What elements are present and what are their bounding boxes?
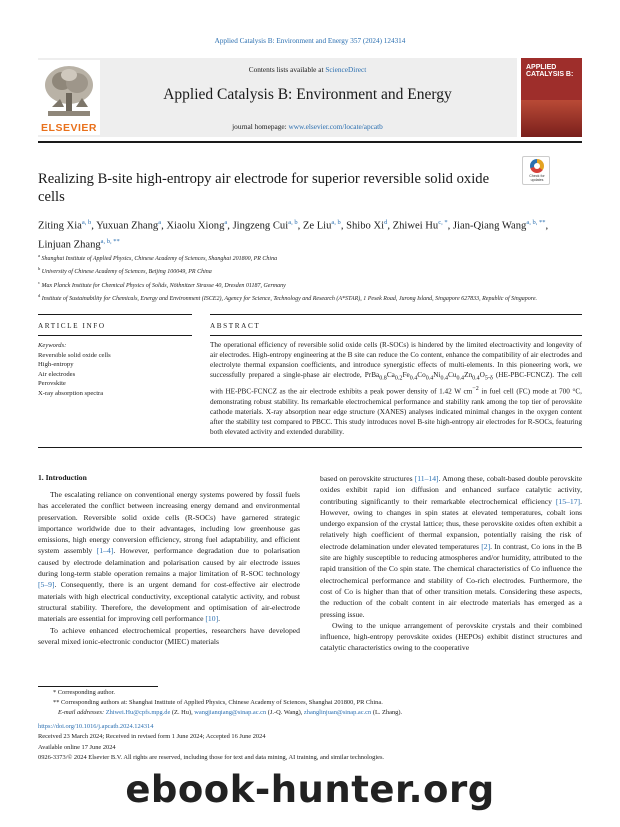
journal-name: Applied Catalysis B: Environment and Energy [163, 86, 452, 103]
citation-link[interactable]: [5–9] [38, 580, 55, 590]
email-link[interactable]: Zhiwei.Hu@cpfs.mpg.de [105, 709, 171, 716]
author-affiliation-marker[interactable]: a, b [288, 219, 298, 226]
elsevier-tree-icon [42, 63, 96, 120]
cover-title: APPLIED CATALYSIS B: [526, 64, 574, 79]
keywords-label: Keywords: [38, 342, 67, 349]
footnote-divider [38, 686, 158, 687]
paragraph: The escalating reliance on conventional energy systems powered by fossil fuels has accelerated the conflict between increasing energy demand and environmental preservation. Reversible solid oxide cells (R-SOCs) have garnered strategic importance worldwide due to their advantages, including low greenhouse gas emissions, high energy conversion efficiency, strong fuel adaptability, and efficient system assembly [1–4]. However, performance degradation due to polarisation caused by electrode delamination and polarisation caused by air electrode issues during long-term stable operation remains a major limitation of R-SOC technology [5–9]. Consequently, there is an urgent demand for cost-effective air electrode materials with high electrical conductivity, exceptional catalytic activity, and robust structural stability. Therefore, the development and optimisation of air-electrode materials are essential for improving cell performance [10]. [38, 490, 300, 624]
citation-link[interactable]: [10] [205, 614, 219, 624]
author-list: Ziting Xia$^{a, b}$, Yuxuan Zhang$^a$, Xiaolu Xiong$^a$, Jingzeng Cui$^{a, b}$, Ze Liu$^{a, b}$, Shibo Xi$^d$, Zhiwei $Hu^{c, *}$, Jian-Qiang Wang$^{a, b, **}$, Linjuan Zhang$^{a, b, **}$ [38, 219, 549, 251]
email-addresses: E-mail addresses: Zhiwei.Hu@cpfs.mpg.de (Z. Hu), wangjianqiang@sinap.ac.cn (J.-Q. Wang), zhanglinjuan@sinap.ac.cn (L. Zhang). [58, 709, 403, 716]
author-affiliation-marker[interactable]: d [384, 219, 388, 226]
cover-artwork [521, 100, 582, 137]
author-affiliation-marker[interactable]: a, b [81, 219, 92, 226]
check-updates-label: Check for updates [529, 174, 545, 182]
author-affiliation-marker[interactable]: a, b [331, 219, 341, 226]
email-link[interactable]: zhanglinjuan@sinap.ac.cn [303, 709, 372, 716]
citation-link[interactable]: [11–14] [414, 474, 439, 483]
article-info-heading: ARTICLE INFO [38, 322, 106, 330]
watermark: ebook-hunter.org [125, 768, 495, 811]
affiliation-list [38, 251, 583, 305]
keyword-item: X-ray absorption spectra [38, 389, 104, 397]
affiliation-item: $^a$ Shanghai Institute of Applied Physics, Chinese Academy of Sciences, Shanghai 201800, PR China [38, 253, 278, 262]
article-info-divider [38, 335, 192, 336]
author-name[interactable]: Ziting Xia [38, 220, 82, 232]
citation-link[interactable]: [1–4] [96, 546, 114, 556]
contents-prefix: Contents lists available at [248, 65, 326, 74]
abstract-text: The operational efficiency of reversible solid oxide cells (R-SOCs) is hindered by the limited electroactivity and longevity of air electrodes. High-entropy engineering at the B site can reduce the Co content, enhance the compatibility of air electrodes and electrolyte thermal expansion coefficients, and introduce synergistic effects of multi-elements. In this pioneering work, we successfully prepared a single-phase air electrode, $PrBa_{0.8}Ca_{0.2}Fe_{0.4}Co_{0.4}Ni_{0.4}Cu_{0.4}Zn_{0.4}O_{5-\delta}$ (HE-PBC-FCNCZ). The cell with HE-PBC-FCNCZ as the air electrode exhibits a peak power density of 1.42 W $cm^{-2}$ in fuel cell (FC) mode at 700 °C, demonstrating robust stability. Its remarkable electrochemical performance and stability rank among the top tier of perovskite cathode materials. X-ray absorption near edge structure (XANES) analyses indicated minimal changes in the oxygen content after the stability test compared to PBCC. This study introduces novel B-site high-entropy air electrodes for R-SOCs, featuring both elevated activity and extended durability. [210, 341, 582, 437]
paragraph: Owing to the unique arrangement of perovskite crystals and their combined influence, high-entropy perovskite oxides (HEPOs) exhibit distinct structures and catalytic characteristics owing to the cooperative [320, 620, 582, 653]
author-name[interactable]: Zhiwei Hu [392, 220, 439, 232]
sciencedirect-link[interactable]: ScienceDirect [325, 65, 367, 74]
author-affiliation-marker[interactable]: a [158, 219, 162, 226]
body-column-left [38, 489, 300, 647]
copyright: 0926-3373/© 2024 Elsevier B.V. All rights are reserved, including those for text and data mining, AI training, and similar technologies. [38, 753, 385, 761]
article-title: Realizing B-site high-entropy air electrode for superior reversible solid oxide cells [38, 171, 490, 205]
author-name[interactable]: Xiaolu Xiong [166, 220, 225, 232]
keyword-item: Air electrodes [38, 370, 76, 378]
abstract-divider-top [210, 314, 582, 315]
author-name[interactable]: Yuxuan Zhang [96, 220, 159, 232]
corresponding-authors-note: ** Corresponding authors at: Shanghai Institute of Applied Physics, Chinese Academy of Sciences, Shanghai 201800, PR China. [53, 699, 383, 706]
author-name[interactable]: Linjuan Zhang [38, 239, 101, 251]
affiliation-item: $^d$ Institute of Sustainability for Chemicals, Energy and Environment (ISCE2), Agency for Science, Technology and Research (A*STAR), 1 Pesek Road, Jurong Island, Singapore 627833, Republic of Singapore. [38, 293, 538, 303]
journal-citation-link[interactable]: Applied Catalysis B: Environment and Energy 357 (2024) 124314 [214, 37, 406, 45]
email-link[interactable]: wangjianqiang@sinap.ac.cn [194, 709, 267, 716]
header-divider [38, 141, 582, 143]
abstract-divider [210, 335, 582, 336]
keywords-block [38, 341, 192, 398]
publication-info [38, 722, 583, 763]
corresponding-author-note: * Corresponding author. [53, 689, 115, 696]
paragraph: based on perovskite structures [11–14]. Among these, cobalt-based double perovskite oxides exhibit rapid ion diffusion and enhanced surface catalytic activity, contributing significantly to their remarkable electrochemical efficiency [15–17]. However, owing to changes in spin states at elevated temperatures, cobalt ions undergo expansion of the crystal lattice; thus, these perovskite oxides often exhibit a relatively high coefficient of thermal expansion, potentially raising the risk of electrode delamination under elevated temperatures [2]. In contrast, Co ions in the B site are highly susceptible to reducing atmospheres and/or humidity, attributed to the rapid transition of the Co spin state. The chemical characteristics of Co influence the electrochemical performance and stability of Co-rich electrodes. Furthermore, the cost of Co is higher than that of other transition metals. Considering these aspects, the reduction of the cobalt content in air electrode materials has emerged as a pressing issue. [320, 474, 582, 619]
doi-link[interactable]: https://doi.org/10.1016/j.apcatb.2024.124314 [38, 723, 154, 730]
check-for-updates-button[interactable] [522, 156, 550, 185]
affiliation-item: $^c$ Max Planck Institute for Chemical Physics of Solids, Nöthnitzer Strasse 40, Dresden 01187, Germany [38, 279, 286, 289]
author-name[interactable]: Jian-Qiang Wang [452, 220, 527, 232]
abstract-divider-bottom [38, 447, 582, 448]
check-updates-icon [530, 159, 544, 173]
footnotes [38, 688, 583, 718]
introduction-heading: 1. Introduction [38, 473, 87, 482]
keyword-item: Reversible solid oxide cells [38, 351, 111, 359]
author-name[interactable]: Jingzeng Cui [232, 220, 289, 232]
homepage-line [100, 122, 515, 131]
homepage-prefix: journal homepage: [232, 122, 289, 131]
keyword-item: Perovskite [38, 380, 66, 387]
author-affiliation-marker[interactable]: c, * [438, 219, 448, 226]
article-info-divider-top [38, 314, 192, 315]
journal-homepage-link[interactable]: www.elsevier.com/locate/apcatb [288, 122, 383, 131]
author-affiliation-marker[interactable]: a [224, 219, 228, 226]
contents-line [100, 65, 515, 74]
journal-cover[interactable] [521, 58, 582, 137]
author-name[interactable]: Ze Liu [302, 220, 332, 232]
author-affiliation-marker[interactable]: a, b, ** [100, 237, 120, 245]
author-name[interactable]: Shibo Xi [346, 220, 385, 232]
keyword-item: High-entropy [38, 361, 74, 368]
paragraph: To achieve enhanced electrochemical properties, researchers have developed several mixed ionic-electronic conductor (MIEC) materials [38, 625, 300, 646]
citation-link[interactable]: [15–17] [555, 496, 581, 506]
abstract-heading: ABSTRACT [210, 322, 261, 330]
received-dates: Received 23 March 2024; Received in revised form 1 June 2024; Accepted 16 June 2024 [38, 733, 266, 741]
elsevier-logo[interactable] [38, 60, 100, 135]
elsevier-wordmark: ELSEVIER [41, 122, 97, 134]
available-online: Available online 17 June 2024 [38, 743, 116, 751]
citation-link[interactable]: [2] [481, 541, 491, 551]
body-column-right [320, 473, 582, 654]
affiliation-item: $^b$ University of Chinese Academy of Sciences, Beijing 100049, PR China [38, 266, 212, 276]
author-affiliation-marker[interactable]: a, b, ** [526, 219, 546, 226]
